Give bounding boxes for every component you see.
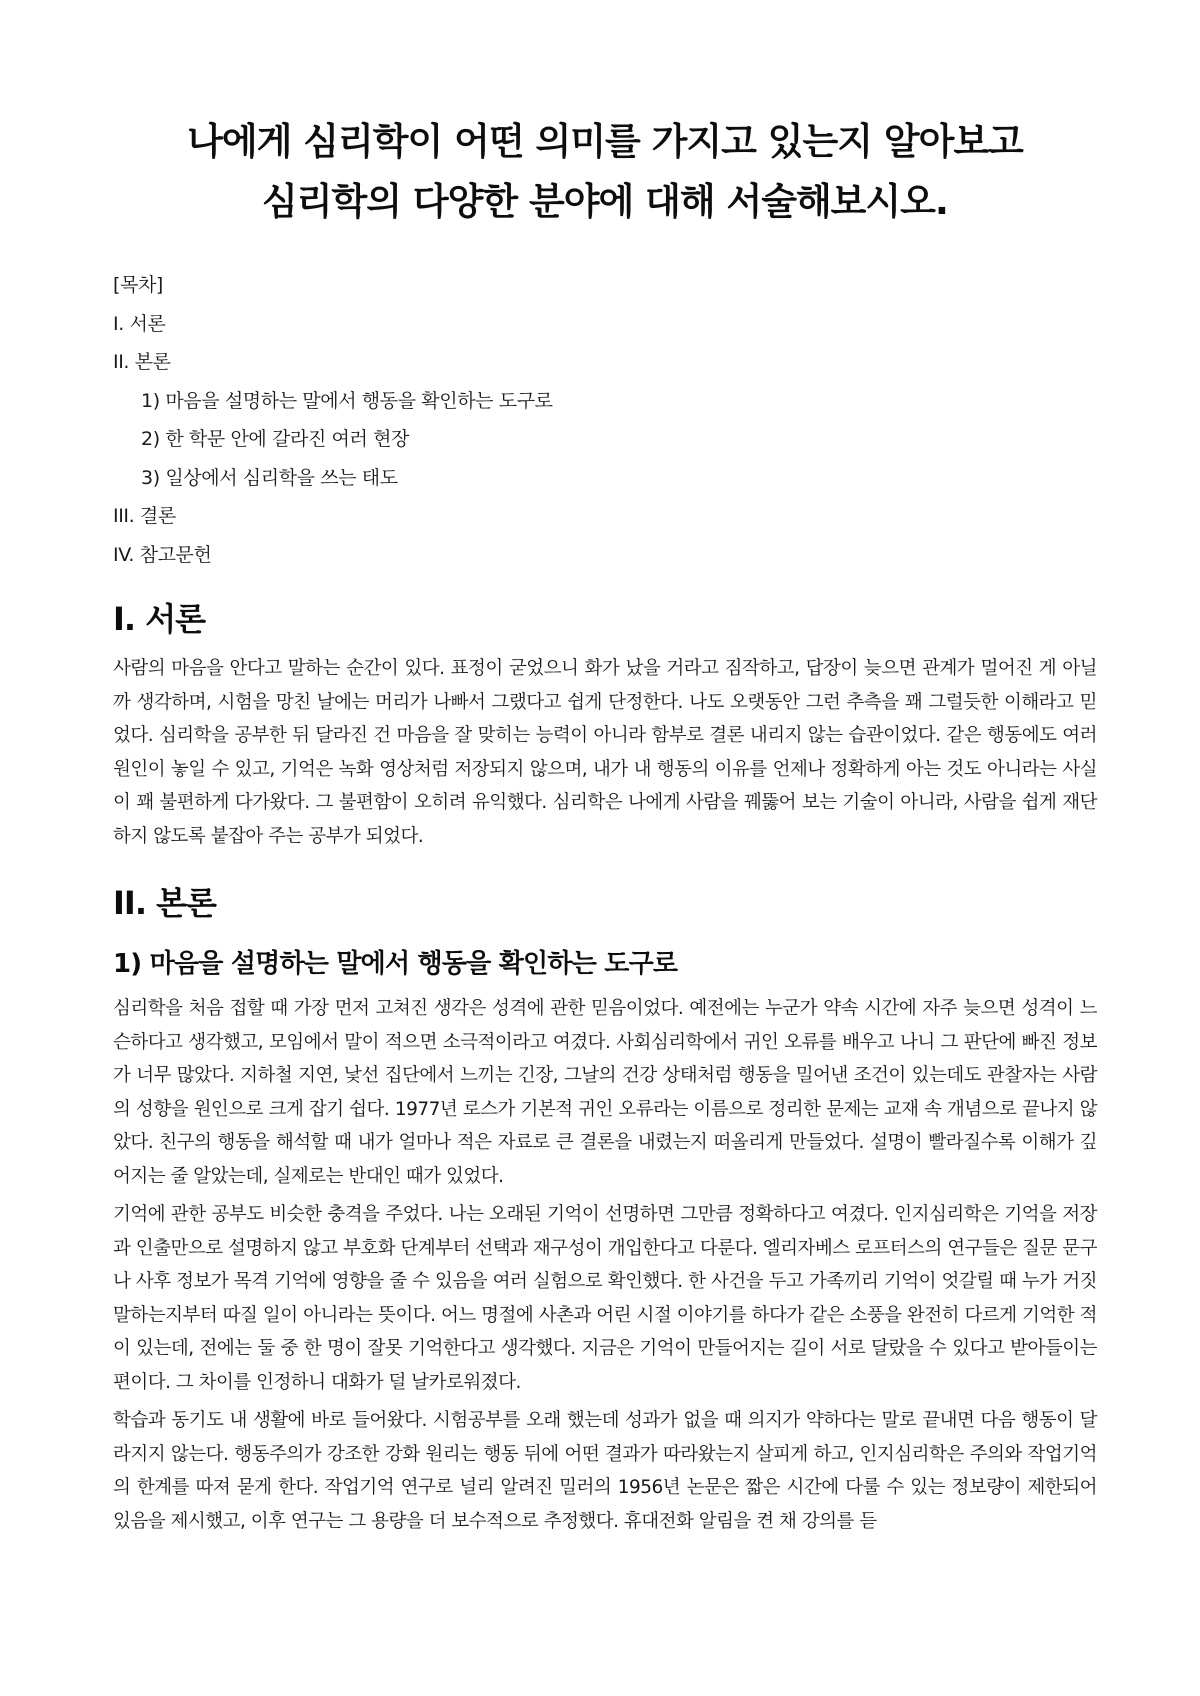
body-section	[113, 880, 1097, 1538]
introduction-paragraph: 사람의 마음을 안다고 말하는 순간이 있다. 표정이 굳었으니 화가 났을 거라고 짐작하고, 답장이 늦으면 관계가 멀어진 게 아닐까 생각하며, 시험을 망친 날에는 머리가 나빠서 그랬다고 쉽게 단정한다. 나도 오랫동안 그런 추측을 꽤 그럴듯한 이해라고 믿었다. 심리학을 공부한 뒤 달라진 건 마음을 잘 맞히는 능력이 아니라 함부로 결론 내리지 않는 습관이었다. 같은 행동에도 여러 원인이 놓일 수 있고, 기억은 녹화 영상처럼 저장되지 않으며, 내가 내 행동의 이유를 언제나 정확하게 아는 것도 아니라는 사실이 꽤 불편하게 다가왔다. 그 불편함이 오히려 유익했다. 심리학은 나에게 사람을 꿰뚫어 보는 기술이 아니라, 사람을 쉽게 재단하지 않도록 붙잡아 주는 공부가 되었다.	[113, 658, 1097, 847]
toc-subitem: 3) 일상에서 심리학을 쓰는 태도	[141, 466, 398, 489]
toc-subitem: 1) 마음을 설명하는 말에서 행동을 확인하는 도구로	[141, 389, 553, 412]
toc-heading: [목차]	[113, 274, 163, 296]
table-of-contents	[113, 266, 1097, 574]
body-heading: II. 본론	[113, 884, 216, 922]
body-paragraph: 기억에 관한 공부도 비슷한 충격을 주었다. 나는 오래된 기억이 선명하면 그만큼 정확하다고 여겼다. 인지심리학은 기억을 저장과 인출만으로 설명하지 않고 부호화 단계부터 선택과 재구성이 개입한다고 다룬다. 엘리자베스 로프터스의 연구들은 질문 문구나 사후 정보가 목격 기억에 영향을 줄 수 있음을 여러 실험으로 확인했다. 한 사건을 두고 가족끼리 기억이 엇갈릴 때 누가 거짓말하는지부터 따질 일이 아니라는 뜻이다. 어느 명절에 사촌과 어린 시절 이야기를 하다가 같은 소풍을 완전히 다르게 기억한 적이 있는데, 전에는 둘 중 한 명이 잘못 기억한다고 생각했다. 지금은 기억이 만들어지는 길이 서로 달랐을 수 있다고 받아들이는 편이다. 그 차이를 인정하니 대화가 덜 날카로워졌다.	[113, 1204, 1098, 1393]
toc-item: III. 결론	[113, 505, 176, 527]
toc-item: I. 서론	[113, 312, 166, 335]
introduction-heading: I. 서론	[113, 600, 206, 638]
document-title: 나에게 심리학이 어떤 의미를 가지고 있는지 알아보고 심리학의 다양한 분야에 대해 서술해보시오.	[187, 120, 1023, 223]
toc-subitem: 2) 한 학문 안에 갈라진 여러 현장	[141, 428, 409, 450]
toc-item: IV. 참고문헌	[113, 543, 212, 566]
body-paragraph: 심리학을 처음 접할 때 가장 먼저 고쳐진 생각은 성격에 관한 믿음이었다. 예전에는 누군가 약속 시간에 자주 늦으면 성격이 느슨하다고 생각했고, 모임에서 말이 적으면 소극적이라고 여겼다. 사회심리학에서 귀인 오류를 배우고 나니 그 판단에 빠진 정보가 너무 많았다. 지하철 지연, 낯선 집단에서 느끼는 긴장, 그날의 건강 상태처럼 행동을 밀어낸 조건이 있는데도 관찰자는 사람의 성향을 원인으로 크게 잡기 쉽다. 1977년 로스가 기본적 귀인 오류라는 이름으로 정리한 문제는 교재 속 개념으로 끝나지 않았다. 친구의 행동을 해석할 때 내가 얼마나 적은 자료로 큰 결론을 내렸는지 떠올리게 만들었다. 설명이 빨라질수록 이해가 깊어지는 줄 알았는데, 실제로는 반대인 때가 있었다.	[113, 998, 1097, 1187]
subsection-heading: 1) 마음을 설명하는 말에서 행동을 확인하는 도구로	[113, 949, 678, 979]
introduction-section	[113, 596, 1097, 853]
body-paragraph: 학습과 동기도 내 생활에 바로 들어왔다. 시험공부를 오래 했는데 성과가 없을 때 의지가 약하다는 말로 끝내면 다음 행동이 달라지지 않는다. 행동주의가 강조한 강화 원리는 행동 뒤에 어떤 결과가 따라왔는지 살피게 하고, 인지심리학은 주의와 작업기억의 한계를 따져 묻게 한다. 작업기억 연구로 널리 알려진 밀러의 1956년 논문은 짧은 시간에 다룰 수 있는 정보량이 제한되어 있음을 제시했고, 이후 연구는 그 용량을 더 보수적으로 추정했다. 휴대전화 알림을 켠 채 강의를 듣	[113, 1410, 1097, 1532]
section-spacer	[113, 858, 1097, 880]
toc-item: II. 본론	[113, 351, 171, 373]
